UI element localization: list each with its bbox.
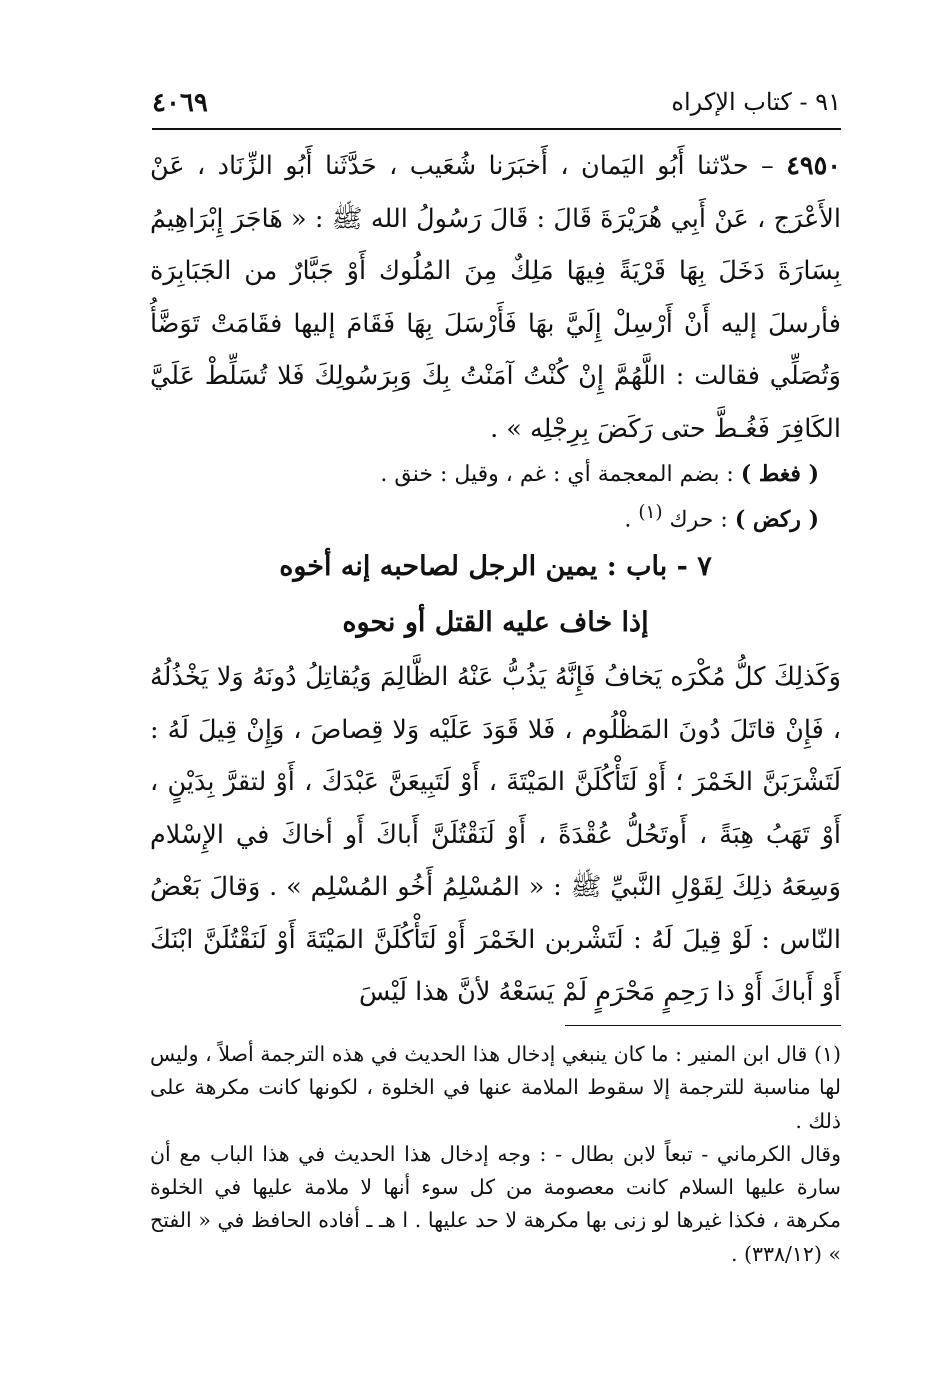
chapter-title: ٩١ - كتاب الإكراه: [671, 88, 841, 116]
bab-subtitle: إذا خاف عليه القتل أو نحوه: [342, 607, 649, 639]
main-text: [150, 140, 841, 1019]
hadith-paragraph: [150, 140, 841, 455]
bab-paragraph: وَكَذلِكَ كلُّ مُكْرَه يَخافُ فَإِنَّهُ يَذُبُّ عَنْهُ الظَّالِمَ وَيُقاتِلُ دُونَهُ وَلا يَخْذُلُهُ ، فَإِنْ قاتَلَ دُونَ المَظْلُوم ، فَلا قَوَدَ عَلَيْه وَلا قِصاصَ ، وَإِنْ قِيلَ لَهُ : لَتَشْرَبَنَّ الخَمْرَ ؛ أَوْ لَتَأْكُلَنَّ المَيْتَةَ ، أَوْ لَتَبِيعَنَّ عَبْدَكَ ، أَوْ لتقرَّ بِدَيْنٍ ، أَوْ تَهَبُ هِبَةً ، أَوتَحُلُّ عُقْدَةً ، أَوْ لَنَقْتُلَنَّ أَباكَ أَو أخاكَ في الإِسْلام وَسِعَهُ ذلِكَ لِقَوْلِ النَّبيِّ ﷺ : « المُسْلِمُ أَخُو المُسْلِم » . وَقالَ بَعْضُ النّاس : لَوْ قِيلَ لَهُ : لَتَشْربن الخَمْرَ أَوْ لَتَأْكُلَنَّ المَيْتَةَ أَوْ لَنَقْتُلَنَّ ابْنَكَ أَوْ أَباكَ أَوْ ذا رَحِمٍ مَحْرَمٍ لَمْ يَسَعْهُ لأنَّ هذا لَيْسَ: [150, 662, 841, 1008]
gloss-tail: .: [624, 507, 639, 533]
gloss-line: [150, 455, 841, 494]
page-header: [152, 88, 841, 122]
footnote: (١) قال ابن المنير : ما كان ينبغي إدخال هذا الحديث في هذه الترجمة أصلاً ، وليس لها مناسبة للترجمة إلا سقوط الملامة عنها في الخلوة ، لكونها كانت مكرهة على ذلك .: [150, 1042, 841, 1133]
hadith-number: ٤٩٥٠: [786, 151, 842, 181]
footnote-ref: (١): [638, 502, 663, 523]
bab-title: ٧ - باب : يمين الرجل لصاحبه إنه أخوه: [279, 551, 712, 583]
page-number: ٤٠٦٩: [152, 88, 208, 118]
gloss-term: ( ركض ): [734, 506, 819, 533]
footnote-rule: [565, 1025, 841, 1026]
gloss-text: : بضم المعجمة أي : غم ، وقيل : خنق .: [380, 462, 741, 487]
footnote-continuation: وقال الكرماني - تبعاً لابن بطال - : وجه إدخال هذا الحديث في هذا الباب مع أن سارة عليها السلام كانت معصومة من كل سوء أنها لا ملامة عليها في الخلوة مكرهة ، فكذا غيرها لو زنى بها مكرهة لا حد عليها . ا هـ ـ أفاده الحافظ في « الفتح » (٣٣٨/١٢) .: [150, 1141, 841, 1266]
hadith-text: – حدّثنا أَبُو اليَمان ، أَخبَرَنا شُعَيب ، حَدَّثَنا أَبُو الزِّنَاد ، عَنْ الأَعْرَج ، عَنْ أَبِي هُرَيْرَةَ قَالَ : قَالَ رَسُولُ الله ﷺ : « هَاجَرَ إِبْرَاهِيمُ بِسَارَةَ دَخَلَ بِهَا قَرْيَةً فِيهَا مَلِكٌ مِنَ المُلُوك أَوْ جَبَّارٌ من الجَبَابِرَة فأرسلَ إليه أَنْ أَرْسِلْ إِلَيَّ بهَا فَأَرْسَلَ بِهَا فَقَامَ إليها فقَامَتْ تَوَضَّأُ وَتُصَلِّي فقالت : اللَّهُمَّ إِنْ كُنْتُ آمَنْتُ بِكَ وَبِرَسُولِكَ فَلا تُسَلِّطْ عَلَيَّ الكَافِرَ فَغُـطَّ حتى رَكَضَ بِرِجْلِه » .: [150, 151, 841, 444]
header-rule: [152, 128, 841, 130]
footnotes: [150, 1038, 841, 1271]
gloss-line: [150, 494, 841, 539]
gloss-text: : حرك: [669, 507, 735, 533]
gloss-term: ( فغط ): [740, 461, 819, 487]
